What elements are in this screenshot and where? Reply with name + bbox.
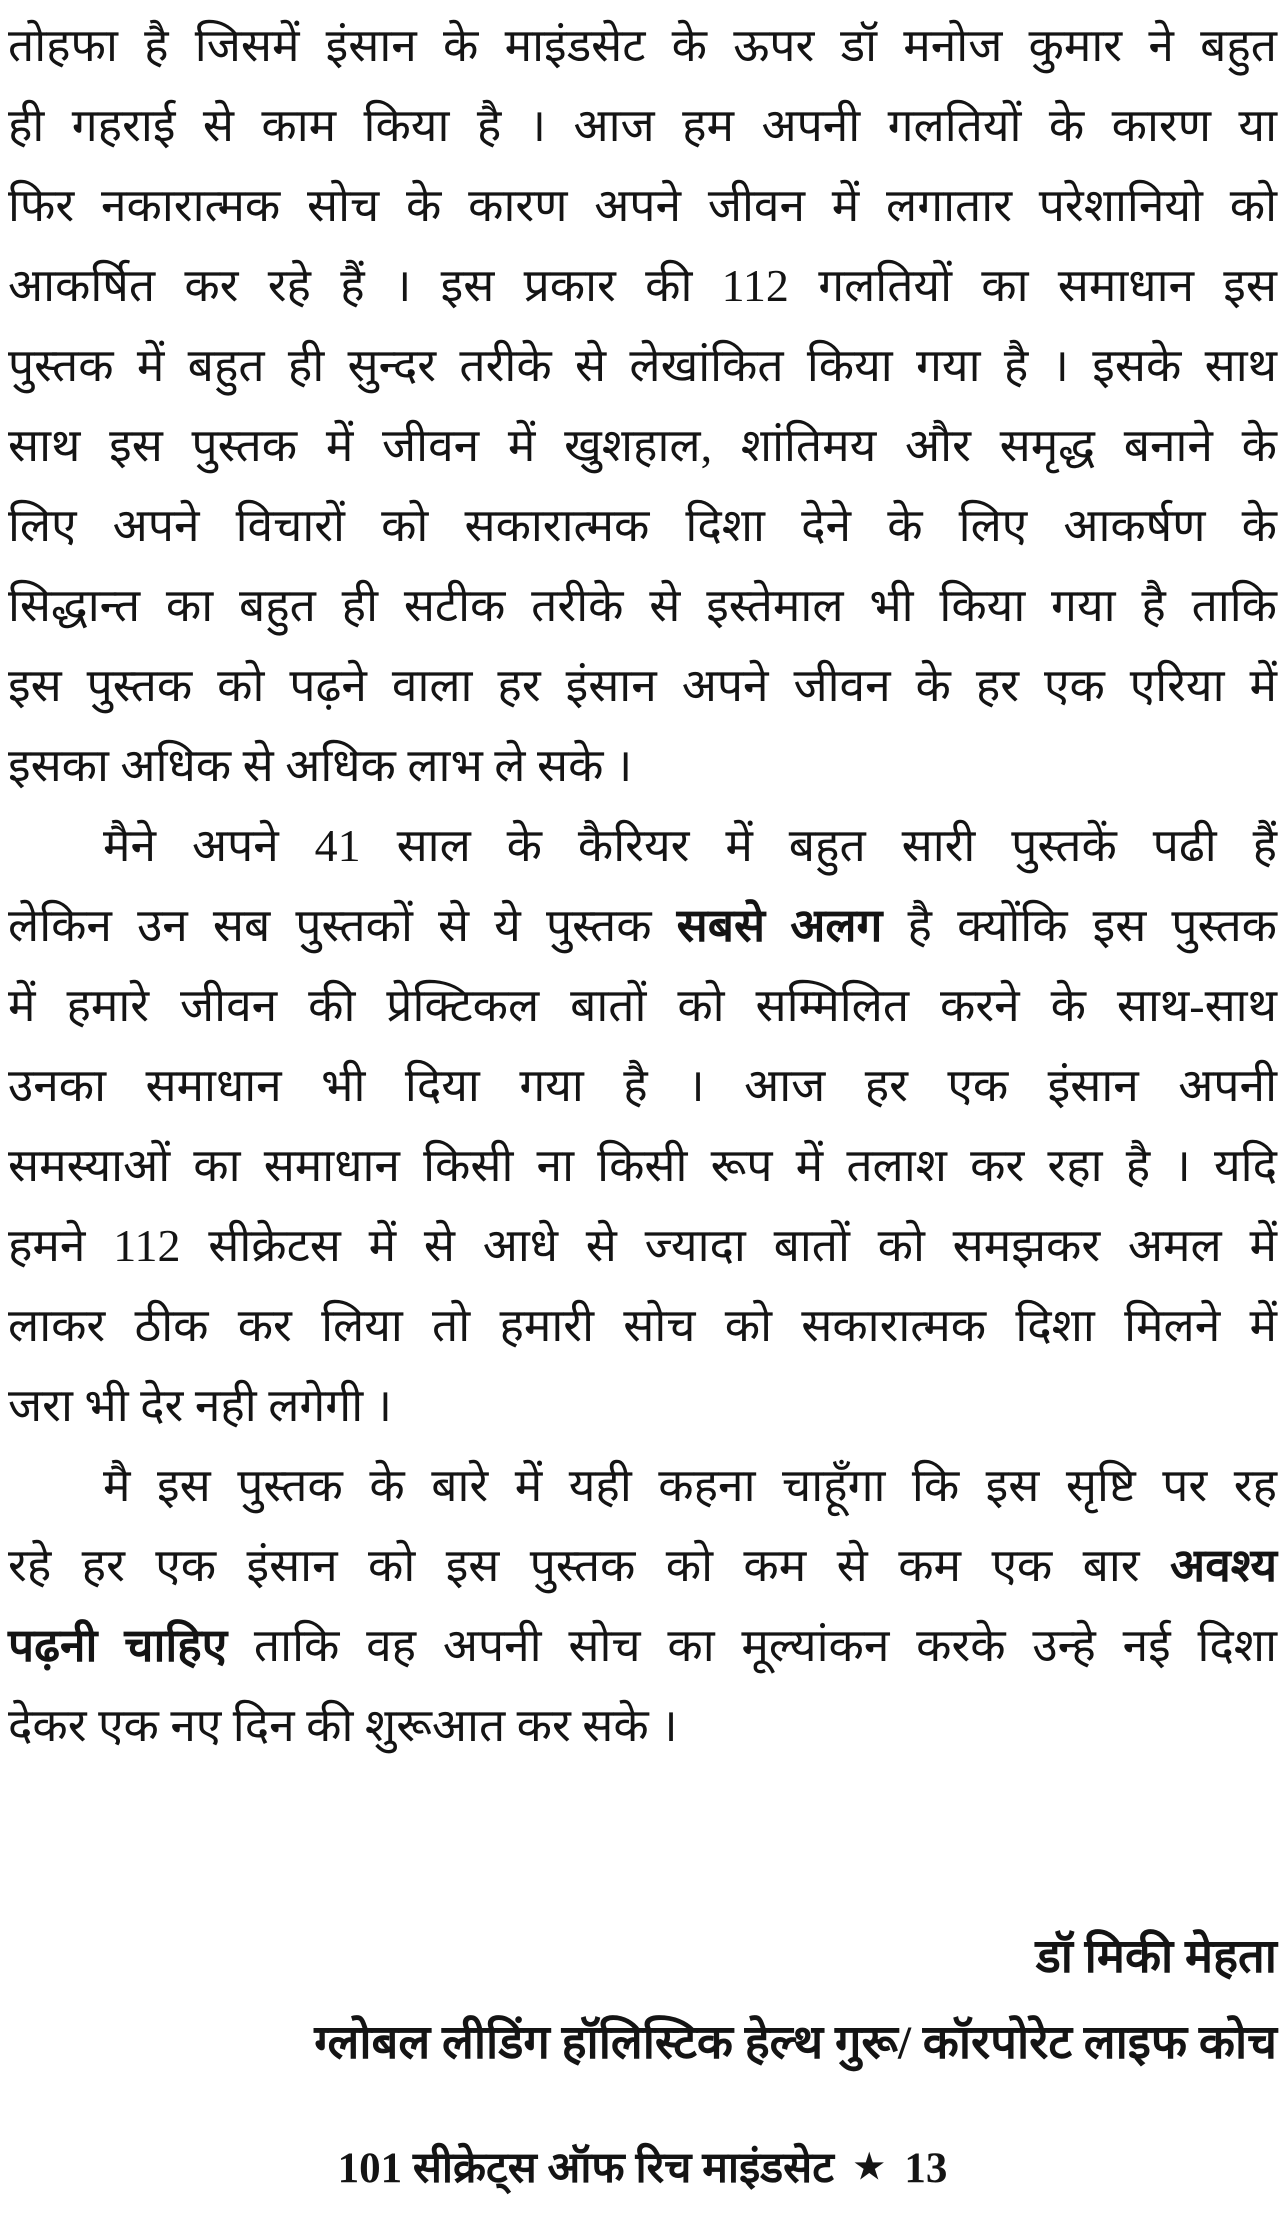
text-line: [8, 1286, 1277, 1366]
bold-text-segment: अवश्य: [1170, 1540, 1277, 1591]
text-line: [8, 806, 1277, 886]
text-line: [8, 1526, 1277, 1606]
text-line: [8, 326, 1277, 406]
text-segment: रहे हर एक इंसान को इस पुस्तक को कम से कम एक बार: [8, 1540, 1171, 1591]
text-segment: उनका समाधान भी दिया गया है । आज हर एक इंसान अपनी: [8, 1060, 1277, 1111]
text-segment: लेकिन उन सब पुस्तकों से ये पुस्तक: [8, 900, 677, 951]
text-line: [8, 726, 1277, 806]
text-line: [8, 966, 1277, 1046]
text-segment: ताकि वह अपनी सोच का मूल्यांकन करके उन्हे नई दिशा: [227, 1620, 1278, 1671]
text-segment: पुस्तक में बहुत ही सुन्दर तरीके से लेखांकित किया गया है । इसके साथ: [8, 340, 1277, 391]
bold-text-segment: सबसे अलग: [676, 900, 883, 951]
footer-book-title: 101 सीक्रेट्स ऑफ रिच माइंडसेट: [337, 2145, 834, 2192]
text-line: [8, 1606, 1277, 1686]
text-line: [8, 6, 1277, 86]
text-segment: सिद्धान्त का बहुत ही सटीक तरीके से इस्तेमाल भी किया गया है ताकि: [8, 580, 1277, 631]
text-segment: ही गहराई से काम किया है । आज हम अपनी गलतियों के कारण या: [8, 100, 1277, 151]
text-segment: देकर एक नए दिन की शुरूआत कर सके ।: [8, 1700, 678, 1751]
text-line: [8, 646, 1277, 726]
text-line: [8, 1686, 1277, 1766]
text-line: [8, 1206, 1277, 1286]
text-segment: फिर नकारात्मक सोच के कारण अपने जीवन में लगातार परेशानियो को: [8, 180, 1277, 231]
text-line: [8, 1126, 1277, 1206]
text-segment: हमने 112 सीक्रेटस में से आधे से ज्यादा बातों को समझकर अमल में: [8, 1220, 1277, 1271]
text-line: [8, 486, 1277, 566]
text-segment: मैने अपने 41 साल के कैरियर में बहुत सारी पुस्तकें पढी हैं: [103, 820, 1277, 871]
text-line: [8, 86, 1277, 166]
text-segment: तोहफा है जिसमें इंसान के माइंडसेट के ऊपर डॉ मनोज कुमार ने बहुत: [8, 20, 1277, 71]
footer-page-number: 13: [904, 2145, 948, 2192]
text-line: [8, 166, 1277, 246]
text-segment: साथ इस पुस्तक में जीवन में खुशहाल, शांतिमय और समृद्ध बनाने के: [8, 420, 1277, 471]
text-line: [8, 1046, 1277, 1126]
text-segment: जरा भी देर नही लगेगी ।: [8, 1380, 393, 1431]
signature-name: डॉ मिकी मेहता: [1035, 1931, 1277, 1983]
text-line: [8, 246, 1277, 326]
text-segment: है क्योंकि इस पुस्तक: [882, 900, 1277, 951]
signature-block: [8, 1914, 1277, 2086]
text-line: [8, 1366, 1277, 1446]
body-text: [8, 6, 1277, 1766]
text-segment: आकर्षित कर रहे हैं । इस प्रकार की 112 गलतियों का समाधान इस: [8, 260, 1277, 311]
text-segment: मै इस पुस्तक के बारे में यही कहना चाहूँगा कि इस सृष्टि पर रह: [103, 1460, 1277, 1511]
page-footer: [8, 2140, 1277, 2197]
text-segment: इस पुस्तक को पढ़ने वाला हर इंसान अपने जीवन के हर एक एरिया में: [8, 660, 1277, 711]
text-segment: लाकर ठीक कर लिया तो हमारी सोच को सकारात्मक दिशा मिलने में: [8, 1300, 1277, 1351]
text-line: [8, 1446, 1277, 1526]
text-line: [8, 406, 1277, 486]
bold-text-segment: पढ़नी चाहिए: [8, 1620, 228, 1671]
text-segment: समस्याओं का समाधान किसी ना किसी रूप में तलाश कर रहा है । यदि: [8, 1140, 1277, 1191]
star-icon: ★: [853, 2149, 885, 2186]
text-segment: लिए अपने विचारों को सकारात्मक दिशा देने के लिए आकर्षण के: [8, 500, 1277, 551]
text-segment: इसका अधिक से अधिक लाभ ले सके ।: [8, 740, 633, 791]
text-segment: में हमारे जीवन की प्रेक्टिकल बातों को सम्मिलित करने के साथ-साथ: [8, 980, 1277, 1031]
signature-title: ग्लोबल लीडिंग हॉलिस्टिक हेल्थ गुरू/ कॉरपोरेट लाइफ कोच: [314, 2017, 1277, 2069]
text-line: [8, 886, 1277, 966]
text-line: [8, 566, 1277, 646]
